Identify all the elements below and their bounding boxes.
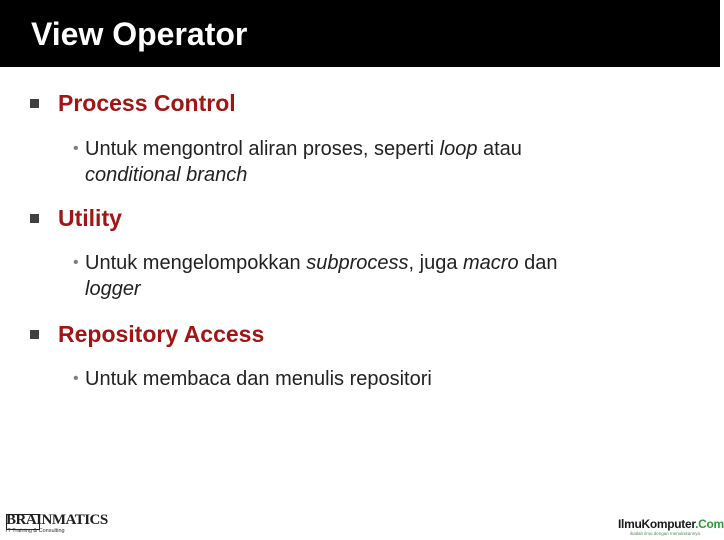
sub-line-2	[85, 162, 645, 188]
text-run-italic: loop	[439, 138, 478, 160]
dot-bullet-icon: •	[73, 370, 79, 387]
text-run: Untuk membaca dan menulis repositori	[85, 368, 432, 390]
text-run: , juga	[408, 252, 463, 274]
sub-line-1	[85, 366, 645, 392]
text-run-italic: subprocess	[306, 252, 409, 274]
logo-part: IlmuKomputer	[618, 517, 696, 531]
ilmukomputer-logo	[618, 517, 724, 538]
sub-line-1	[85, 250, 645, 276]
logo-part: .Com	[695, 517, 724, 531]
logo-wordmark	[618, 518, 724, 530]
square-bullet-icon	[30, 214, 39, 223]
text-run-italic: conditional branch	[85, 164, 248, 186]
dot-bullet-icon: •	[73, 140, 79, 157]
text-run: Untuk mengelompokkan	[85, 252, 307, 274]
section-heading: Repository Access	[58, 321, 265, 347]
text-run-italic: macro	[463, 252, 519, 274]
logo-wordmark: BRAINMATICS	[6, 512, 108, 528]
sub-bullet	[73, 250, 645, 302]
sub-line-1	[85, 136, 645, 162]
square-bullet-icon	[30, 99, 39, 108]
section-heading: Process Control	[58, 90, 236, 116]
text-run: dan	[518, 252, 558, 274]
logo-tagline: ikatlah ilmu dengan menuliskannya	[630, 531, 701, 536]
square-bullet-icon	[30, 330, 39, 339]
title-bar	[0, 0, 720, 67]
text-run: Untuk mengontrol aliran proses, seperti	[85, 138, 440, 160]
logo-tagline: IT Training & Consulting	[6, 528, 65, 534]
dot-bullet-icon: •	[73, 254, 79, 271]
section-heading: Utility	[58, 205, 122, 231]
text-run: atau	[477, 138, 522, 160]
sub-bullet	[73, 366, 645, 392]
brainmatics-logo	[6, 512, 108, 539]
text-run-italic: logger	[85, 278, 141, 300]
slide-title: View Operator	[31, 16, 248, 52]
sub-line-2	[85, 276, 645, 302]
sub-bullet	[73, 136, 645, 188]
